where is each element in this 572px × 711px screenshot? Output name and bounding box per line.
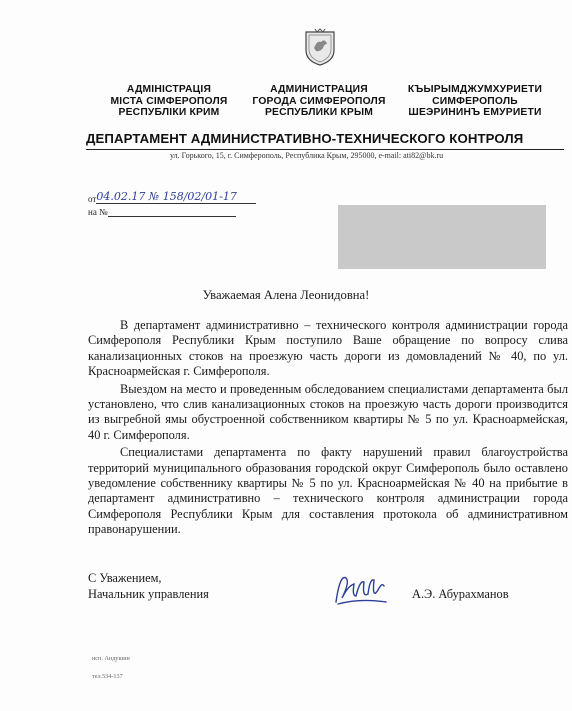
greeting: Уважаемая Алена Леонидовна! (202, 288, 370, 302)
letter-body (88, 318, 568, 540)
header-ukrainian (94, 84, 244, 119)
header-crimean-tatar (400, 84, 550, 119)
coat-of-arms-icon (304, 28, 336, 66)
header-line: ШЕЭРИНИНЪ ЕМУРИЕТИ (408, 107, 542, 118)
signature-icon (330, 568, 390, 612)
ref-to-prefix: на № (88, 207, 108, 217)
header-line: АДМІНІСТРАЦІЯ (126, 84, 212, 95)
executor-note: исп. Андушин (92, 655, 130, 662)
header-line: КЪЫРЫМДЖУМХУРИЕТИ (407, 84, 543, 95)
header-russian (246, 84, 392, 119)
header-line: МІСТА СІМФЕРОПОЛЯ (110, 95, 228, 107)
header-divider (86, 149, 564, 150)
handwritten-reference: 04.02.17 № 158/02/01-17 (96, 190, 237, 203)
header-line: РЕСПУБЛІКИ КРИМ (118, 107, 220, 118)
executor-phone: тел.534-137 (92, 673, 123, 680)
outgoing-reference (88, 190, 256, 204)
paragraph: Выездом на место и проведенным обследованием специалистами департамента был установлено, что слив канализационных стоков на проезжую часть дороги производится из выгребной ямы обустроенной собственником квартиры № 5 по ул. Красноармейская, 40 г. Симферополя. (88, 381, 568, 442)
header-line: РЕСПУБЛИКИ КРЫМ (264, 107, 374, 118)
department-title: ДЕПАРТАМЕНТ АДМИНИСТРАТИВНО-ТЕХНИЧЕСКОГО КОНТРОЛЯ (86, 131, 524, 146)
closing-block (88, 570, 209, 602)
signer-name: А.Э. Абурахманов (412, 587, 509, 601)
paragraph: В департамент административно – технического контроля администрации города Симферополя Республики Крым поступило Ваше обращение по вопросу слива канализационных стоков на проезжую часть дороги из домовладений № 40, по ул. Красноармейская г. Симферополя. (88, 318, 568, 379)
incoming-reference (88, 206, 236, 217)
closing-regards: С Уважением, (88, 571, 162, 585)
ref-from-prefix: от (88, 194, 97, 204)
redacted-recipient (338, 205, 546, 269)
department-address: ул. Горького, 15, г. Симферополь, Республика Крым, 295000, e-mail: ati82@bk.ru (170, 151, 444, 160)
paragraph: Специалистами департамента по факту нарушений правил благоустройства территорий муниципального образования городской округ Симферополь было оставлено уведомление собственнику квартиры № 5 по ул. Красноармейская № 40 на прибытие в департамент административно – технического контроля администрации города Симферополя Республики Крым для составления протокола об административном правонарушении. (88, 445, 568, 537)
header-line: ГОРОДА СИМФЕРОПОЛЯ (252, 95, 386, 107)
header-line: СИМФЕРОПОЛЬ (432, 95, 518, 107)
header-line: АДМИНИСТРАЦИЯ (270, 84, 368, 95)
closing-position: Начальник управления (88, 587, 209, 601)
